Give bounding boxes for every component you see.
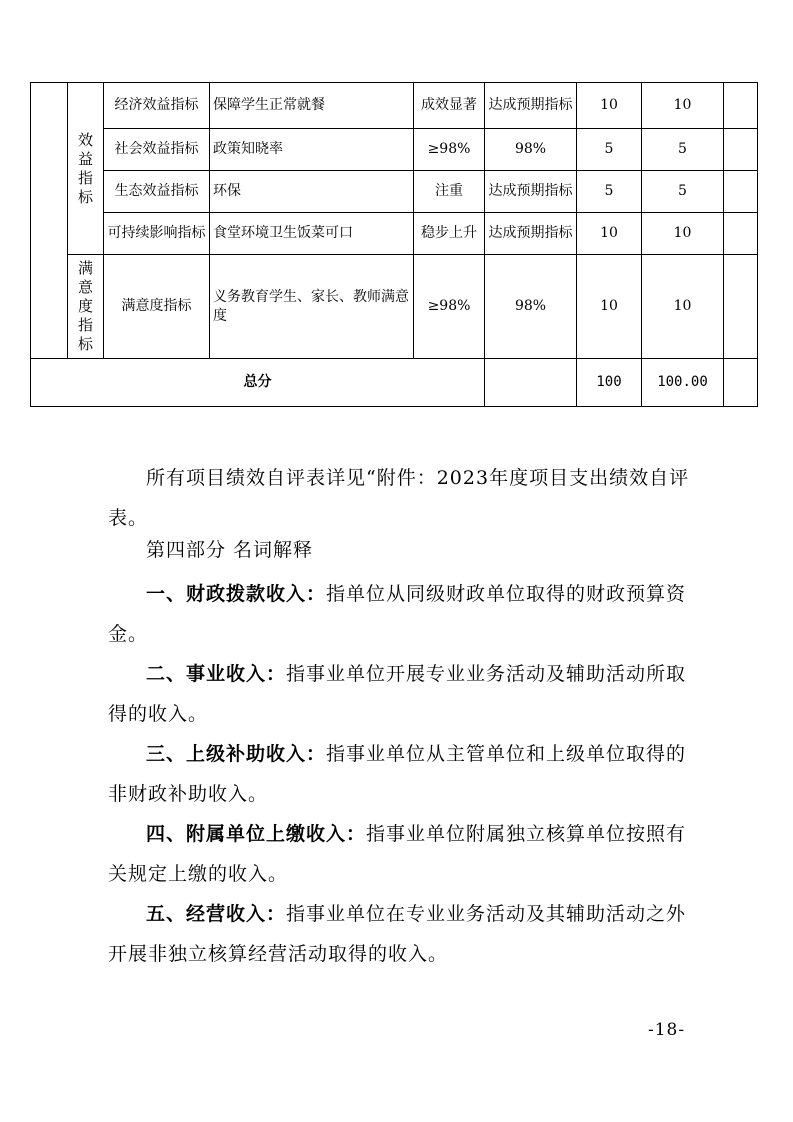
definition-desc: 指事业单位开展专业业务活动及辅助活动所取得的收入。: [108, 663, 687, 725]
target-cell: ≥98%: [414, 255, 485, 359]
indicator-cell: 可持续影响指标: [104, 213, 210, 255]
blank-cell: [724, 213, 758, 255]
group-efficiency: 效 益 指 标: [68, 83, 104, 255]
indicator-cell: 经济效益指标: [104, 83, 210, 129]
actual-cell: 达成预期指标: [485, 213, 577, 255]
table-row: [31, 213, 758, 255]
target-cell: ≥98%: [414, 129, 485, 171]
table-row: [31, 171, 758, 213]
definition-item: [108, 734, 698, 814]
target-cell: 注重: [414, 171, 485, 213]
total-weight: 100: [577, 359, 642, 407]
definition-item: [108, 574, 698, 654]
total-label: 总分: [31, 359, 485, 407]
content-cell: 政策知晓率: [210, 129, 414, 171]
blank-cell: [724, 129, 758, 171]
weight-cell: 10: [577, 255, 642, 359]
performance-table: [30, 82, 758, 407]
indicator-cell: 生态效益指标: [104, 171, 210, 213]
target-cell: 成效显著: [414, 83, 485, 129]
blank-cell: [724, 83, 758, 129]
actual-cell: 达成预期指标: [485, 83, 577, 129]
definition-term: 二、事业收入：: [146, 663, 287, 685]
weight-cell: 10: [577, 213, 642, 255]
target-cell: 稳步上升: [414, 213, 485, 255]
definition-item: [108, 654, 698, 734]
definition-item: [108, 814, 698, 894]
table-row: [31, 129, 758, 171]
blank-cell: [485, 359, 577, 407]
blank-cell: [724, 359, 758, 407]
score-cell: 5: [642, 171, 724, 213]
definition-term: 五、经营收入：: [146, 903, 287, 925]
blank-cell: [724, 255, 758, 359]
definition-desc: 指事业单位附属独立核算单位按照有关规定上缴的收入。: [108, 823, 687, 885]
content-cell: 保障学生正常就餐: [210, 83, 414, 129]
content-cell: 义务教育学生、家长、教师满意度: [210, 255, 414, 359]
indicator-cell: 满意度指标: [104, 255, 210, 359]
group-satisfaction: 满 意 度 指 标: [68, 255, 104, 359]
total-row: [31, 359, 758, 407]
definition-item: [108, 894, 698, 974]
blank-cell: [724, 171, 758, 213]
intro-paragraph: [108, 458, 698, 538]
table-row: [31, 83, 758, 129]
table-row: [31, 255, 758, 359]
content-cell: 食堂环境卫生饭菜可口: [210, 213, 414, 255]
weight-cell: 10: [577, 83, 642, 129]
definition-term: 一、财政拨款收入：: [146, 583, 327, 605]
actual-cell: 达成预期指标: [485, 171, 577, 213]
score-cell: 10: [642, 255, 724, 359]
page-number: -18-: [648, 1020, 686, 1040]
weight-cell: 5: [577, 171, 642, 213]
score-cell: 10: [642, 83, 724, 129]
definition-term: 四、附属单位上缴收入：: [146, 823, 367, 845]
content-cell: 环保: [210, 171, 414, 213]
total-score: 100.00: [642, 359, 724, 407]
indicator-cell: 社会效益指标: [104, 129, 210, 171]
actual-cell: 98%: [485, 129, 577, 171]
blank-first-column: [31, 83, 68, 359]
score-cell: 5: [642, 129, 724, 171]
definition-desc: 指事业单位从主管单位和上级单位取得的非财政补助收入。: [108, 743, 687, 805]
definition-desc: 指事业单位在专业业务活动及其辅助活动之外开展非独立核算经营活动取得的收入。: [108, 903, 687, 965]
weight-cell: 5: [577, 129, 642, 171]
definition-term: 三、上级补助收入：: [146, 743, 327, 765]
score-cell: 10: [642, 213, 724, 255]
actual-cell: 98%: [485, 255, 577, 359]
intro-text: 所有项目绩效自评表详见“附件：2023年度项目支出绩效自评表。: [108, 467, 690, 529]
definition-desc: 指单位从同级财政单位取得的财政预算资金。: [108, 583, 687, 645]
section-title: 第四部分 名词解释: [146, 539, 314, 561]
